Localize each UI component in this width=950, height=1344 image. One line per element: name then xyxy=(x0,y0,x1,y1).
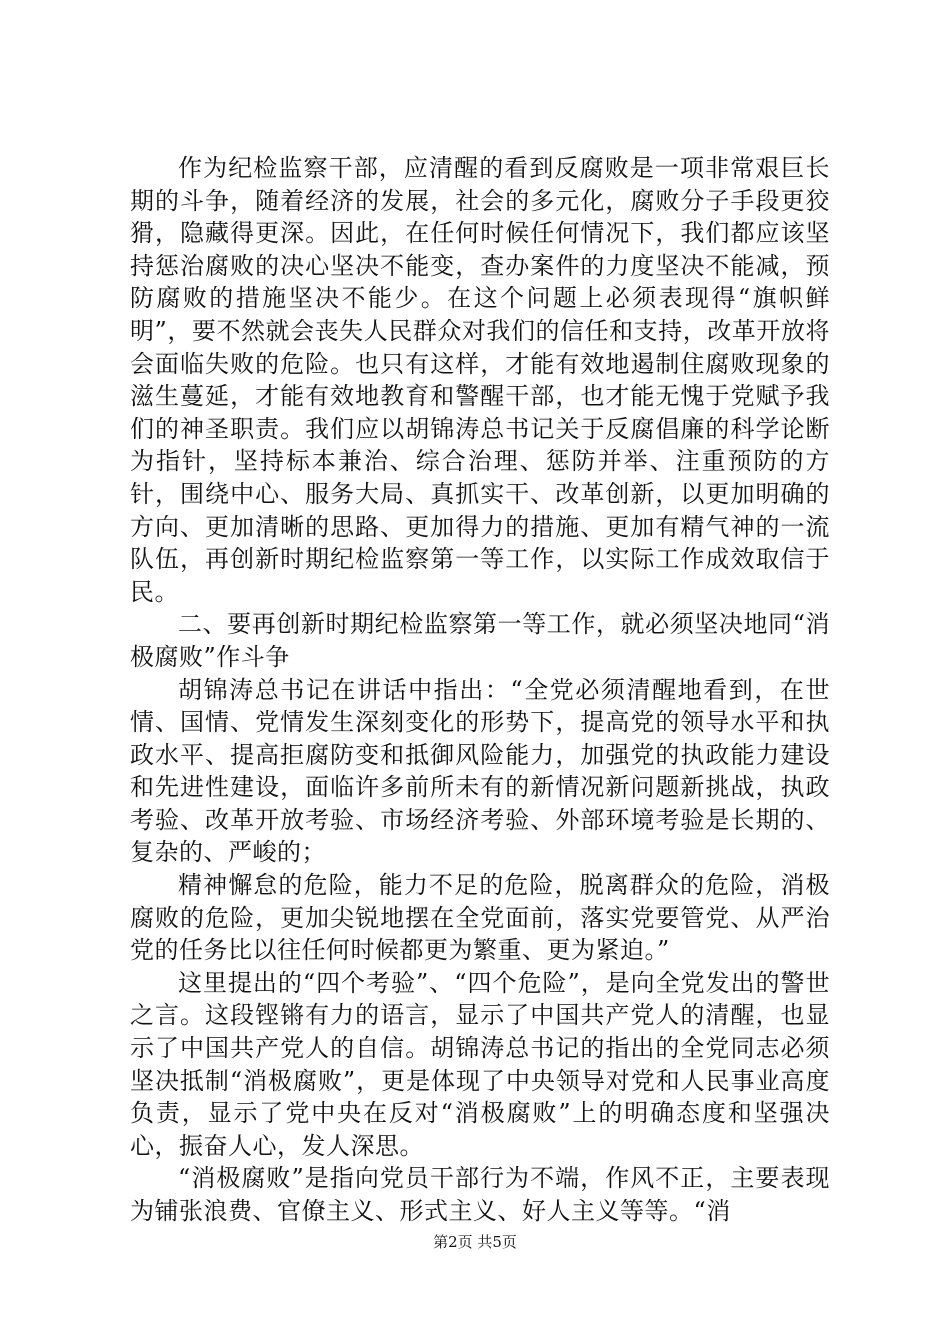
paragraph-1: 作为纪检监察干部，应清醒的看到反腐败是一项非常艰巨长期的斗争，随着经济的发展，社会的多元化，腐败分子手段更狡猾，隐藏得更深。因此，在任何时候任何情况下，我们都应该坚持惩治腐败的决心坚决不能变，查办案件的力度坚决不能减，预防腐败的措施坚决不能少。在这个问题上必须表现得“旗帜鲜明”，要不然就会丧失人民群众对我们的信任和支持，改革开放将会面临失败的危险。也只有这样，才能有效地遏制住腐败现象的滋生蔓延，才能有效地教育和警醒干部，也才能无愧于党赋予我们的神圣职责。我们应以胡锦涛总书记关于反腐倡廉的科学论断为指针，坚持标本兼治、综合治理、惩防并举、注重预防的方针，围绕中心、服务大局、真抓实干、改革创新，以更加明确的方向、更加清晰的思路、更加得力的措施、更加有精气神的一流队伍，再创新时期纪检监察第一等工作，以实际工作成效取信于民。 xyxy=(130,154,830,606)
paragraph-3: 胡锦涛总书记在讲话中指出：“全党必须清醒地看到，在世情、国情、党情发生深刻变化的形势下，提高党的领导水平和执政水平、提高拒腐防变和抵御风险能力，加强党的执政能力建设和先进性建设，面临许多前所未有的新情况新问题新挑战，执政考验、改革开放考验、市场经济考验、外部环境考验是长期的、复杂的、严峻的； xyxy=(130,675,830,867)
paragraph-4: 精神懈怠的危险，能力不足的危险，脱离群众的危险，消极腐败的危险，更加尖锐地摆在全党面前，落实党要管党、从严治党的任务比以往任何时候都更为繁重、更为紧迫。” xyxy=(130,871,830,965)
page-number-footer: 第2页 共5页 xyxy=(433,1233,517,1251)
paragraph-5: 这里提出的“四个考验”、“四个危险”，是向全党发出的警世之言。这段铿锵有力的语言，显示了中国共产党人的清醒，也显示了中国共产党人的自信。胡锦涛总书记的指出的全党同志必须坚决抵制“消极腐败”，更是体现了中央领导对党和人民事业高度负责，显示了党中央在反对“消极腐败”上的明确态度和坚强决心，振奋人心，发人深思。 xyxy=(130,968,830,1160)
paragraph-2-heading: 二、要再创新时期纪检监察第一等工作，就必须坚决地同“消极腐败”作斗争 xyxy=(130,610,830,671)
paragraph-6: “消极腐败”是指向党员干部行为不端，作风不正，主要表现为铺张浪费、官僚主义、形式主义、好人主义等等。“消 xyxy=(130,1164,830,1225)
document-body xyxy=(130,152,830,1228)
